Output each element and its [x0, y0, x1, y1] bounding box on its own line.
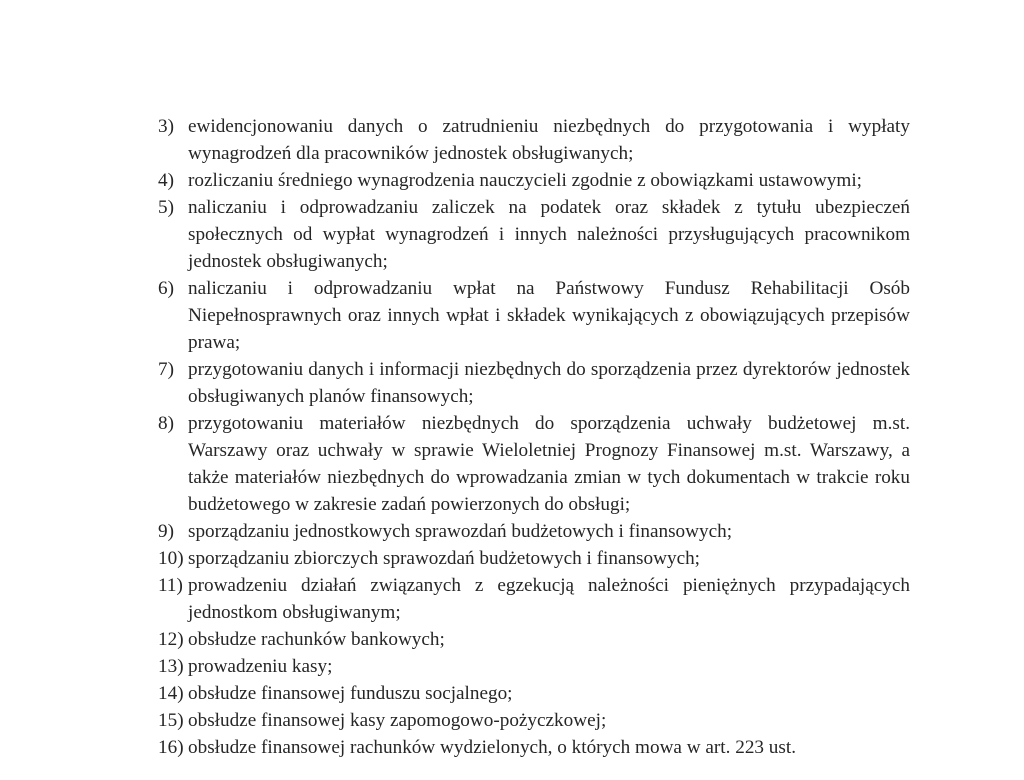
list-item: [158, 545, 910, 572]
list-item-text: naliczaniu i odprowadzaniu zaliczek na podatek oraz składek z tytułu ubezpieczeń społecznych od wypłat wynagrodzeń i innych należności przysługujących pracownikom jednostek obsługiwanych;: [188, 197, 910, 272]
list-item-number: 11): [158, 575, 183, 596]
list-item-text: ewidencjonowaniu danych o zatrudnieniu niezbędnych do przygotowania i wypłaty wynagrodzeń dla pracowników jednostek obsługiwanych;: [188, 116, 910, 164]
list-item-text: obsłudze finansowej funduszu socjalnego;: [188, 683, 513, 704]
list-item: [158, 707, 910, 734]
list-item-text: obsłudze finansowej rachunków wydzielonych, o których mowa w art. 223 ust.: [188, 737, 796, 758]
list-item-number: 15): [158, 710, 184, 731]
list-item-text: prowadzeniu kasy;: [188, 656, 333, 677]
list-item-number: 4): [158, 170, 174, 191]
list-item: [158, 680, 910, 707]
list-item-text: naliczaniu i odprowadzaniu wpłat na Państwowy Fundusz Rehabilitacji Osób Niepełnosprawnych oraz innych wpłat i składek wynikających z obowiązujących przepisów prawa;: [188, 278, 910, 353]
list-item: [158, 410, 910, 518]
list-item: [158, 734, 910, 761]
list-item: [158, 626, 910, 653]
list-item-number: 9): [158, 521, 174, 542]
list-item-number: 7): [158, 359, 174, 380]
list-item-number: 12): [158, 629, 184, 650]
list-item-text: rozliczaniu średniego wynagrodzenia nauczycieli zgodnie z obowiązkami ustawowymi;: [188, 170, 862, 191]
list-item: [158, 167, 910, 194]
list-item-text: sporządzaniu jednostkowych sprawozdań budżetowych i finansowych;: [188, 521, 733, 542]
list-item-number: 10): [158, 548, 184, 569]
list-item-text: przygotowaniu danych i informacji niezbędnych do sporządzenia przez dyrektorów jednostek obsługiwanych planów finansowych;: [188, 359, 910, 407]
numbered-list: [158, 113, 910, 761]
list-item: [158, 356, 910, 410]
list-item-text: obsłudze finansowej kasy zapomogowo-pożyczkowej;: [188, 710, 607, 731]
list-item-number: 16): [158, 737, 184, 758]
list-item: [158, 194, 910, 275]
list-item-number: 3): [158, 116, 174, 137]
list-item-text: prowadzeniu działań związanych z egzekucją należności pieniężnych przypadających jednostkom obsługiwanym;: [188, 575, 910, 623]
list-item-number: 6): [158, 278, 174, 299]
list-item-text: obsłudze rachunków bankowych;: [188, 629, 445, 650]
list-item-number: 8): [158, 413, 174, 434]
list-item-number: 13): [158, 656, 184, 677]
list-item-text: sporządzaniu zbiorczych sprawozdań budżetowych i finansowych;: [188, 548, 701, 569]
list-item-text: przygotowaniu materiałów niezbędnych do sporządzenia uchwały budżetowej m.st. Warszawy oraz uchwały w sprawie Wieloletniej Prognozy Finansowej m.st. Warszawy, a także materiałów niezbędnych do wprowadzania zmian w tych dokumentach w trakcie roku budżetowego w zakresie zadań powierzonych do obsługi;: [188, 413, 910, 515]
list-item: [158, 113, 910, 167]
list-item-number: 14): [158, 683, 184, 704]
list-item: [158, 572, 910, 626]
list-item: [158, 653, 910, 680]
list-item: [158, 518, 910, 545]
list-item: [158, 275, 910, 356]
list-item-number: 5): [158, 197, 174, 218]
